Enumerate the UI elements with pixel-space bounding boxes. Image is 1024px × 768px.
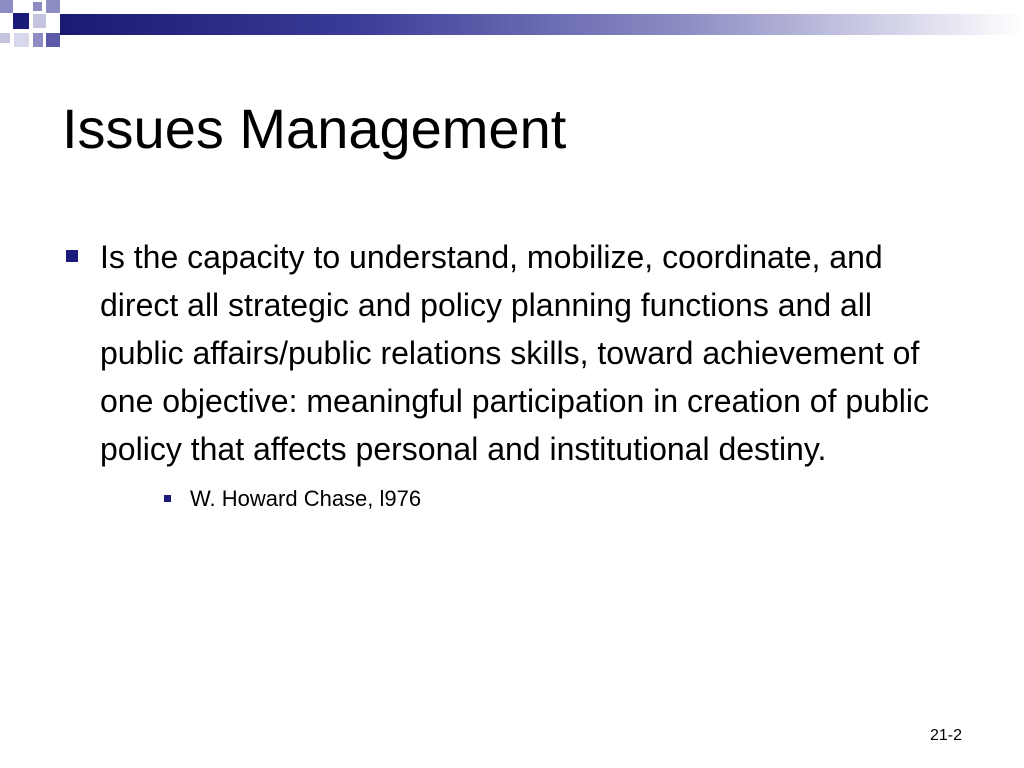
header-decoration (0, 0, 1024, 60)
header-gradient-bar (60, 14, 1024, 35)
bullet-text: Is the capacity to understand, mobilize, coordinate, and direct all strategic and policy planning functions and all public affairs/public relations skills, toward achievement of one objective: meaningful participation in creation of public policy that affects personal and institutional destiny. (100, 239, 929, 467)
deco-square (0, 0, 13, 13)
list-item (62, 233, 962, 473)
square-bullet-icon (164, 495, 171, 502)
deco-square (33, 14, 46, 28)
attribution-text: W. Howard Chase, l976 (190, 486, 422, 511)
deco-square (33, 33, 43, 47)
deco-square (46, 0, 60, 13)
slide-title: Issues Management (62, 97, 567, 160)
square-bullet-icon (66, 250, 78, 262)
deco-square (46, 33, 60, 47)
deco-square (33, 2, 42, 11)
sub-list-item (62, 485, 962, 513)
slide-number: 21-2 (929, 727, 962, 744)
deco-square (13, 13, 29, 29)
content-list (62, 233, 962, 513)
deco-square (0, 33, 10, 43)
deco-square (14, 33, 29, 47)
